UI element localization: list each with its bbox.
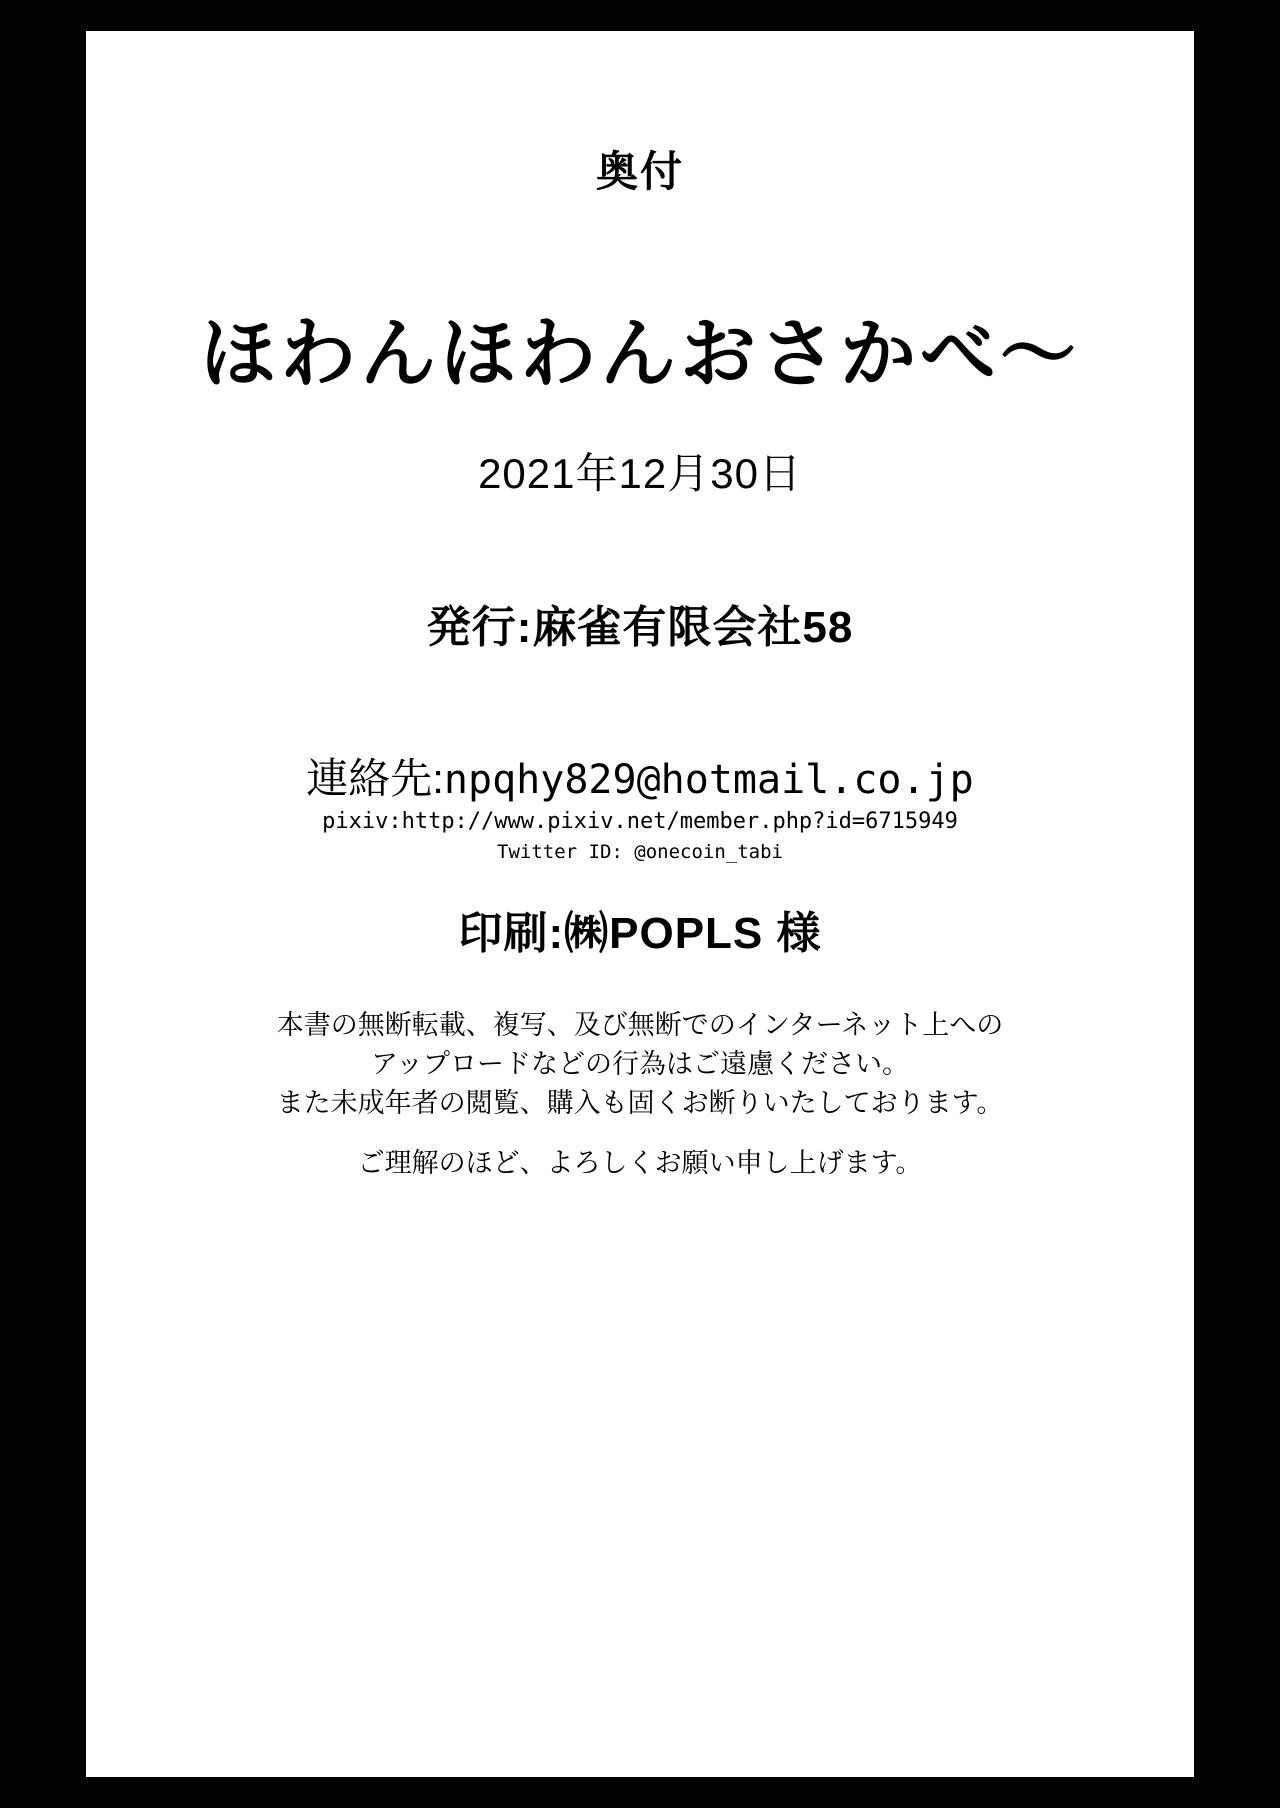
notice-line-2: アップロードなどの行為はご遠慮ください。 bbox=[370, 1049, 910, 1080]
colophon-heading: 奥付 bbox=[595, 148, 684, 195]
twitter-id: Twitter ID: @onecoin_tabi bbox=[497, 841, 783, 863]
contact-email: npqhy829@hotmail.co.jp bbox=[443, 757, 974, 803]
notice-line-3: また未成年者の閲覧、購入も固くお断りいたしております。 bbox=[276, 1088, 1004, 1119]
notice-closing-line: ご理解のほど、よろしくお願い申し上げます。 bbox=[357, 1148, 923, 1178]
contact-label: 連絡先: bbox=[306, 755, 444, 802]
notice-line-1: 本書の無断転載、複写、及び無断でのインターネット上への bbox=[276, 1010, 1004, 1040]
colophon-page bbox=[86, 31, 1194, 1777]
pixiv-url: pixiv:http://www.pixiv.net/member.php?id=6715949 bbox=[322, 809, 958, 834]
contact-line bbox=[86, 746, 1194, 806]
publication-date: 2021年12月30日 bbox=[478, 450, 802, 497]
usage-notice bbox=[86, 1006, 1194, 1123]
colophon-content bbox=[86, 31, 1194, 1777]
printer-line: 印刷:㈱POPLS 様 bbox=[458, 909, 822, 958]
publisher-line: 発行:麻雀有限会社58 bbox=[426, 603, 854, 652]
book-title: ほわんほわんおさかべ～ bbox=[200, 309, 1080, 398]
